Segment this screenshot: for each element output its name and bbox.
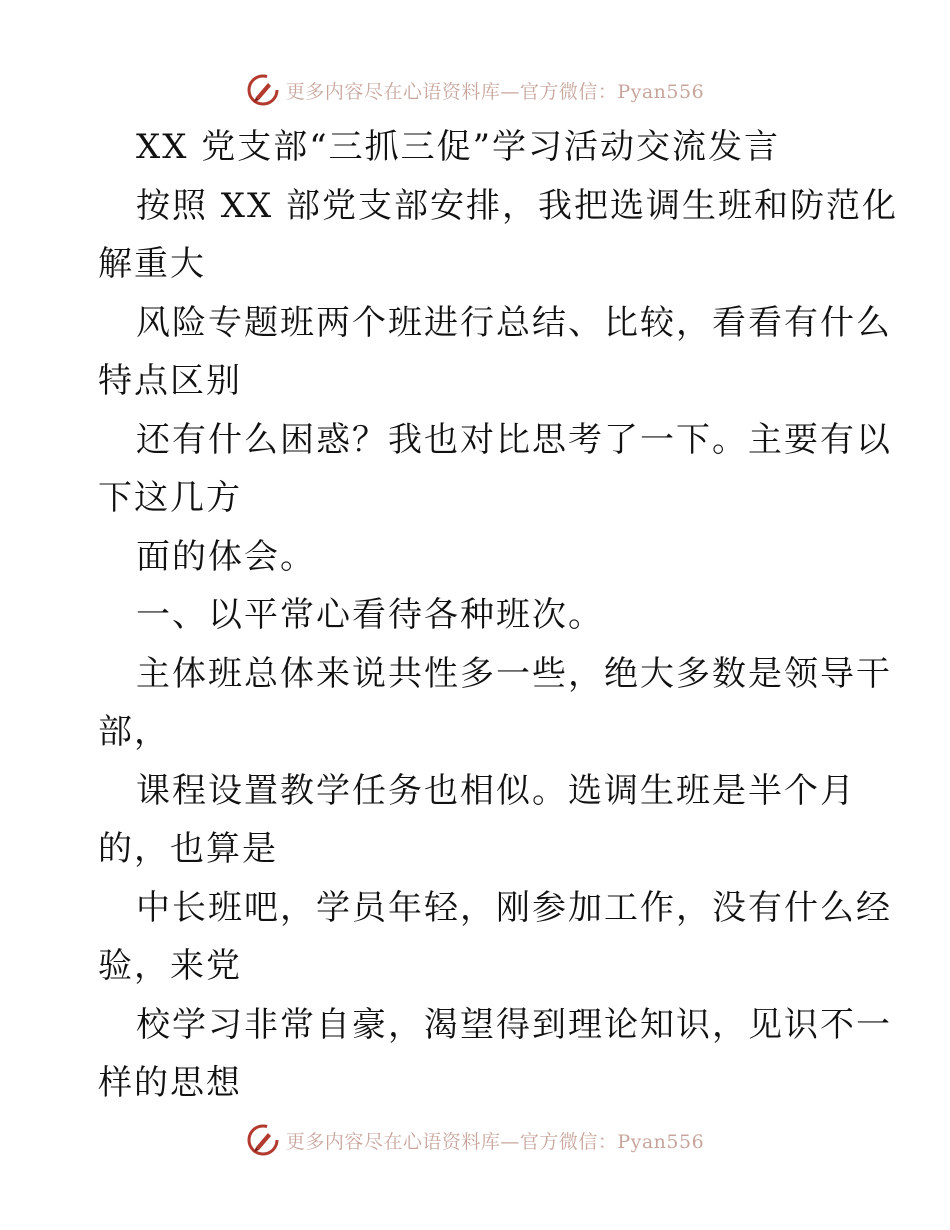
paragraph-line: 校学习非常自豪，渴望得到理论知识，见识不一 bbox=[136, 1004, 892, 1045]
footer-banner-text: 更多内容尽在心语资料库—官方微信：Pyan556 bbox=[285, 1130, 705, 1153]
paragraph-line: 风险专题班两个班进行总结、比较，看看有什么 bbox=[136, 302, 892, 343]
document-body bbox=[98, 118, 899, 1113]
paragraph-line: 主体班总体来说共性多一些，绝大多数是领导干 bbox=[136, 653, 892, 694]
paragraph-line: 的，也算是 bbox=[98, 829, 278, 869]
header-banner-text: 更多内容尽在心语资料库—官方微信：Pyan556 bbox=[285, 80, 705, 103]
paragraph-line: 特点区别 bbox=[98, 361, 242, 401]
paragraph-line: 按照 XX 部党支部安排，我把选调生班和防范化 bbox=[136, 185, 899, 226]
footer-banner bbox=[0, 1120, 950, 1160]
paragraph-line: 面的体会。 bbox=[136, 536, 316, 577]
pen-logo-icon bbox=[246, 1123, 280, 1157]
paragraph-line: 还有什么困惑？我也对比思考了一下。主要有以 bbox=[136, 419, 892, 460]
paragraph-line: 验，来党 bbox=[98, 946, 242, 986]
paragraph-line: 样的思想 bbox=[98, 1063, 242, 1103]
paragraph-line: 中长班吧，学员年轻，刚参加工作，没有什么经 bbox=[136, 887, 892, 928]
paragraph-line: 下这几方 bbox=[98, 478, 242, 518]
pen-logo-icon bbox=[246, 73, 280, 107]
document-title: XX 党支部“三抓三促”学习活动交流发言 bbox=[136, 127, 780, 167]
paragraph-line: 课程设置教学任务也相似。选调生班是半个月 bbox=[136, 770, 856, 811]
paragraph-line: 部， bbox=[98, 712, 170, 752]
header-banner bbox=[0, 70, 950, 110]
section-heading: 一、以平常心看待各种班次。 bbox=[136, 595, 604, 635]
paragraph-line: 解重大 bbox=[98, 244, 206, 284]
